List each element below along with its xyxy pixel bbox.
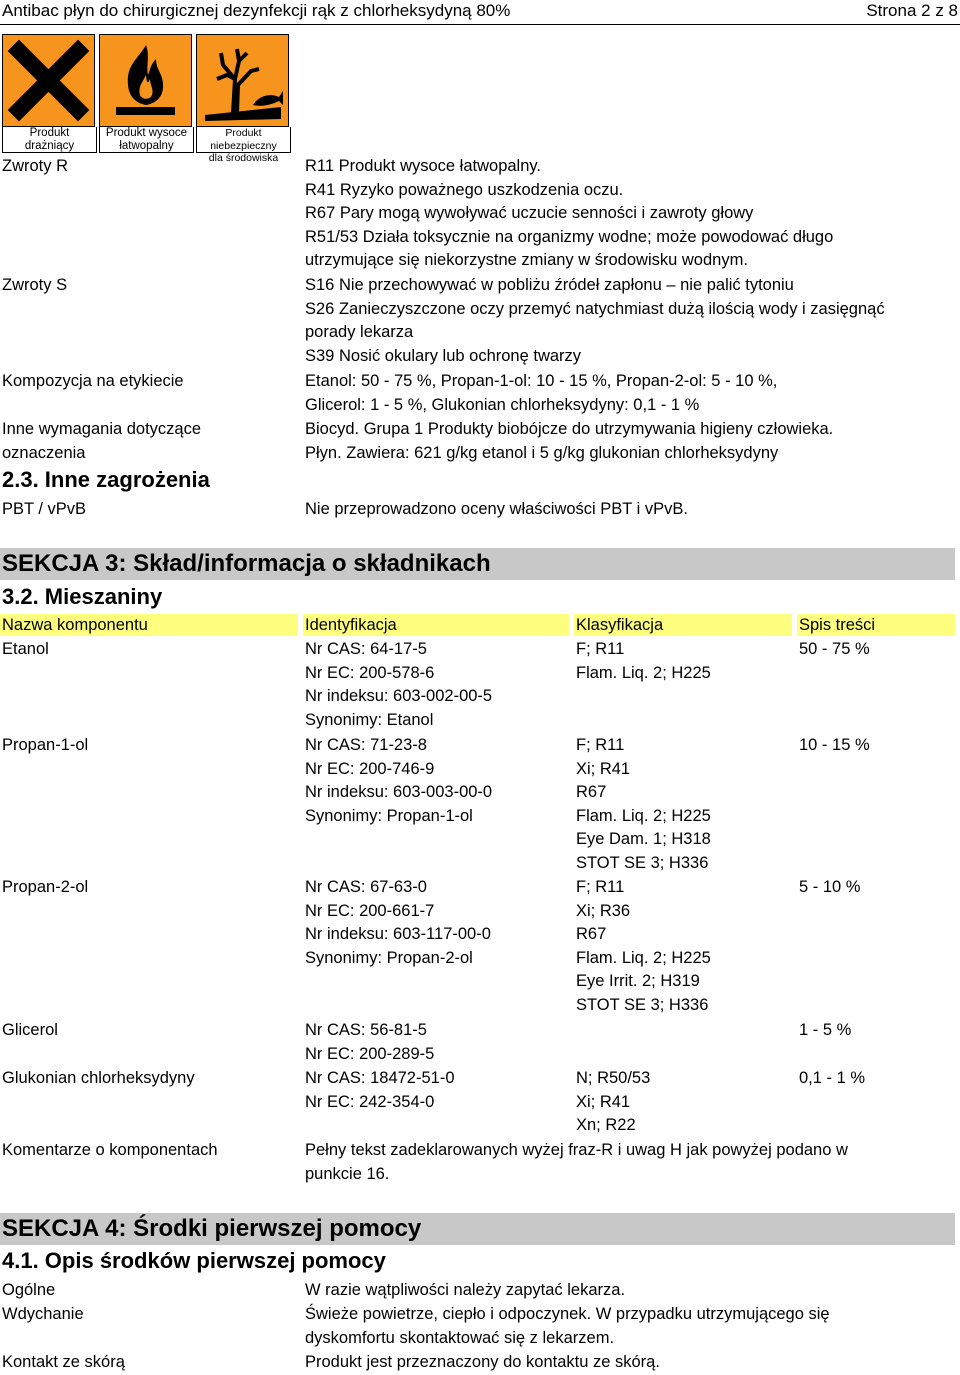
environment-symbol (196, 34, 291, 164)
flame-icon (99, 34, 192, 127)
component-content: 0,1 - 1 % (799, 1069, 866, 1087)
component-classification: F; R11 Xi; R41 R67 Flam. Liq. 2; H225 Eye Dam. 1; H318 STOT SE 3; H336 (576, 736, 711, 872)
page-header (0, 0, 960, 25)
column-header-content: Spis treści (797, 614, 955, 636)
component-classification: F; R11 Flam. Liq. 2; H225 (576, 640, 711, 682)
first-aid-general-value: W razie wątpliwości należy zapytać lekarza. (305, 1281, 626, 1299)
other-requirements-value: Biocyd. Grupa 1 Produkty biobójcze do utrzymywania higieny człowieka. Płyn. Zawiera: 621 g/kg etanol i 5 g/kg glukonian chlorheksydyny (305, 420, 834, 462)
component-content: 50 - 75 % (799, 640, 870, 658)
component-name: Etanol (2, 640, 49, 658)
subsection-3-2-title: 3.2. Mieszaniny (2, 584, 163, 609)
first-aid-skin-label: Kontakt ze skórą (2, 1353, 125, 1371)
s-phrases-label: Zwroty S (2, 276, 68, 294)
component-classification: N; R50/53 Xi; R41 Xn; R22 (576, 1069, 651, 1134)
section-4-title: SEKCJA 4: Środki pierwszej pomocy (0, 1213, 955, 1245)
component-identification: Nr CAS: 18472-51-0 Nr EC: 242-354-0 (305, 1069, 455, 1111)
r-phrases: R11 Produkt wysoce łatwopalny. R41 Ryzyko poważnego uszkodzenia oczu. R67 Pary mogą wywoływać uczucie senności i zawroty głowy R51/53 Działa toksycznie na organizmy wodne; może powodować długo utrzymujące się niekorzystne zmiany w środowisku wodnym. (305, 157, 834, 269)
first-aid-general-label: Ogólne (2, 1281, 56, 1299)
column-header-identification: Identyfikacja (303, 614, 569, 636)
component-identification: Nr CAS: 71-23-8 Nr EC: 200-746-9 Nr indeksu: 603-003-00-0 Synonimy: Propan-1-ol (305, 736, 493, 825)
component-name: Glicerol (2, 1021, 58, 1039)
symbol-label: Produkt drażniący (2, 127, 97, 153)
component-comments-label: Komentarze o komponentach (2, 1141, 218, 1159)
s-phrases: S16 Nie przechowywać w pobliżu źródeł zapłonu – nie palić tytoniu S26 Zanieczyszczone oczy przemyć natychmiast dużą ilością wody i zasięgnąć porady lekarza S39 Nosić okulary lub ochronę twarzy (305, 276, 885, 365)
component-identification: Nr CAS: 64-17-5 Nr EC: 200-578-6 Nr indeksu: 603-002-00-5 Synonimy: Etanol (305, 640, 493, 729)
component-content: 5 - 10 % (799, 878, 861, 896)
component-name: Propan-1-ol (2, 736, 89, 754)
column-header-classification: Klasyfikacja (574, 614, 792, 636)
pbt-value: Nie przeprowadzono oceny właściwości PBT i vPvB. (305, 500, 689, 518)
pbt-label: PBT / vPvB (2, 500, 87, 518)
first-aid-inhalation-label: Wdychanie (2, 1305, 84, 1323)
component-identification: Nr CAS: 56-81-5 Nr EC: 200-289-5 (305, 1021, 435, 1063)
first-aid-inhalation-value: Świeże powietrze, ciepło i odpoczynek. W przypadku utrzymującego się dyskomfortu skontaktować się z lekarzem. (305, 1305, 830, 1347)
symbol-label: Produkt wysoce łatwopalny (99, 127, 194, 153)
flammable-symbol (99, 34, 194, 153)
component-comments-value: Pełny tekst zadeklarowanych wyżej fraz-R i uwag H jak powyżej podano w punkcie 16. (305, 1141, 848, 1183)
dead-tree-fish-icon (196, 34, 289, 127)
irritant-x-icon (2, 34, 95, 127)
component-identification: Nr CAS: 67-63-0 Nr EC: 200-661-7 Nr indeksu: 603-117-00-0 Synonimy: Propan-2-ol (305, 878, 491, 967)
component-content: 1 - 5 % (799, 1021, 852, 1039)
section-3-title: SEKCJA 3: Skład/informacja o składnikach (0, 548, 955, 580)
subsection-4-1-title: 4.1. Opis środków pierwszej pomocy (2, 1248, 386, 1273)
component-name: Propan-2-ol (2, 878, 89, 896)
other-requirements-label: Inne wymagania dotyczące oznaczenia (2, 420, 202, 462)
page-number: Strona 2 z 8 (866, 1, 958, 20)
composition-value: Etanol: 50 - 75 %, Propan-1-ol: 10 - 15 %, Propan-2-ol: 5 - 10 %, Glicerol: 1 - 5 %, Glukonian chlorheksydyny: 0,1 - 1 % (305, 372, 778, 414)
symbol-label: Produkt niebezpieczny dla środowiska (196, 127, 291, 153)
irritant-symbol (2, 34, 97, 153)
component-classification: F; R11 Xi; R36 R67 Flam. Liq. 2; H225 Eye Irrit. 2; H319 STOT SE 3; H336 (576, 878, 711, 1014)
first-aid-skin-value: Produkt jest przeznaczony do kontaktu ze skórą. (305, 1353, 660, 1371)
subsection-2-3-title: 2.3. Inne zagrożenia (2, 467, 210, 492)
document-title: Antibac płyn do chirurgicznej dezynfekcji rąk z chlorheksydyną 80% (2, 1, 511, 20)
column-header-name: Nazwa komponentu (0, 614, 298, 636)
component-content: 10 - 15 % (799, 736, 870, 754)
component-name: Glukonian chlorheksydyny (2, 1069, 195, 1087)
r-phrases-label: Zwroty R (2, 157, 68, 175)
composition-label: Kompozycja na etykiecie (2, 372, 184, 390)
